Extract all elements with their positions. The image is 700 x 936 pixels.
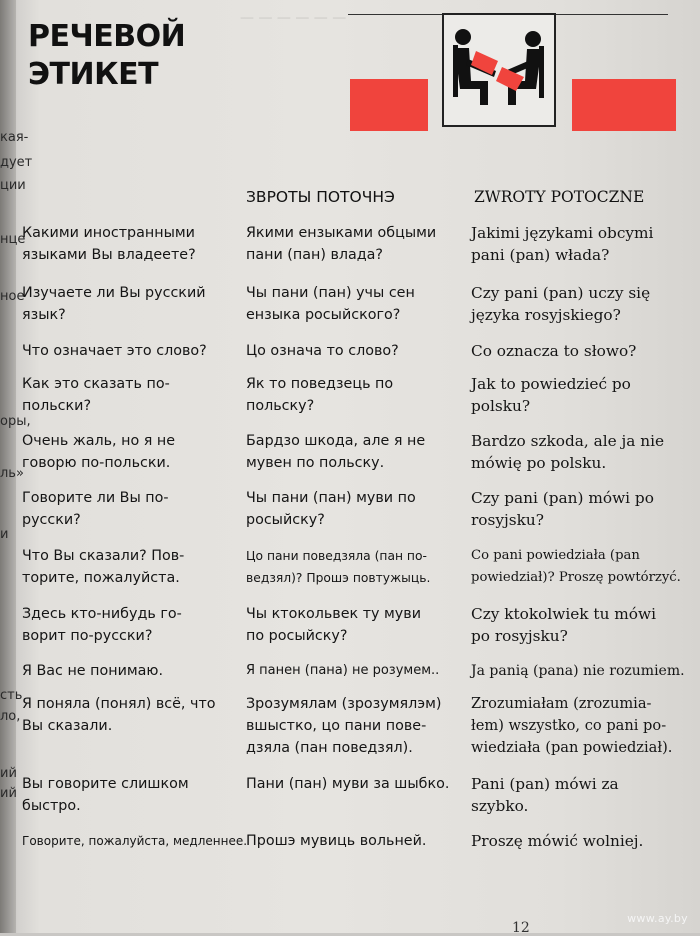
- phrase-line: Зрозумялам (зрозумялэм): [246, 696, 442, 712]
- phrase-line: Какими иностранными: [22, 225, 195, 241]
- phrase-pl: [471, 222, 653, 266]
- phrase-line: Якими ензыками обцыми: [246, 225, 437, 241]
- phrase-line: Говорите, пожалуйста, медленнее.: [22, 834, 248, 848]
- phrase-line: Czy pani (pan) mówi po: [471, 489, 654, 507]
- phrase-pl: [471, 693, 672, 759]
- phrase-line: Zrozumiałam (zrozumia-: [471, 695, 652, 712]
- phrase-ru: [22, 693, 216, 737]
- phrase-line: Jak to powiedzieć po: [471, 375, 631, 393]
- phrase-ru: [22, 487, 169, 531]
- phrase-line: Proszę mówić wolniej.: [471, 832, 644, 850]
- phrase-line: ензыка росыйского?: [246, 307, 401, 323]
- phrase-line: мувен по польску.: [246, 455, 385, 471]
- phrase-line: Очень жаль, но я не: [22, 433, 176, 449]
- phrase-line: Czy ktokolwiek tu mówi: [471, 605, 656, 623]
- phrase-line: Что Вы сказали? Пов-: [22, 548, 185, 564]
- phrase-be: [246, 773, 449, 795]
- phrase-line: Здесь кто-нибудь го-: [22, 606, 182, 622]
- phrase-be: [246, 340, 399, 362]
- two-people-talking-icon: [444, 15, 554, 125]
- phrase-line: быстро.: [22, 798, 81, 814]
- phrase-pl: [471, 373, 631, 417]
- phrase-line: торите, пожалуйста.: [22, 570, 180, 586]
- section-title-line: РЕЧЕВОЙ: [28, 19, 186, 54]
- red-accent-bar-left: [350, 79, 428, 131]
- page-number: 12: [512, 920, 530, 936]
- phrase-pl: [471, 282, 650, 326]
- watermark: www.ay.by: [627, 912, 688, 925]
- phrase-line: Бардзо шкода, але я не: [246, 433, 426, 449]
- phrase-line: Вы сказали.: [22, 718, 113, 734]
- previous-page-fragment: и: [0, 527, 9, 542]
- phrase-line: Я поняла (понял) всё, что: [22, 696, 216, 712]
- phrase-line: дзяла (пан поведзял).: [246, 740, 413, 756]
- phrase-line: Цо пани поведзяла (пан по-: [246, 549, 427, 563]
- phrase-line: pani (pan) włada?: [471, 246, 610, 264]
- phrase-be: [246, 222, 436, 266]
- previous-page-fragment: ное: [0, 289, 25, 304]
- phrase-line: po rosyjsku?: [471, 627, 568, 645]
- phrase-ru: [22, 282, 206, 326]
- red-accent-bar-right: [572, 79, 676, 131]
- phrase-line: mówię po polsku.: [471, 454, 607, 472]
- phrase-ru: [22, 660, 163, 682]
- phrase-line: Изучаете ли Вы русский: [22, 285, 206, 301]
- phrase-be: [246, 282, 415, 326]
- phrase-line: языками Вы владеете?: [22, 247, 196, 263]
- phrase-line: говорю по-польски.: [22, 455, 171, 471]
- phrase-be: [246, 373, 393, 417]
- phrase-be: [246, 693, 441, 759]
- phrase-line: Цо означа то слово?: [246, 343, 399, 359]
- previous-page-fragment: ий: [0, 786, 17, 801]
- phrase-line: polsku?: [471, 397, 531, 415]
- section-title-line: ЭТИКЕТ: [28, 57, 159, 92]
- previous-page-fragment: ции: [0, 178, 26, 193]
- column-header-polish: ZWROTY POTOCZNE: [474, 188, 645, 206]
- phrase-pl: [471, 773, 619, 817]
- phrase-line: вшыстко, цо пани пове-: [246, 718, 427, 734]
- previous-page-fragment: ль»: [0, 466, 24, 481]
- phrase-ru: [22, 830, 247, 852]
- phrase-be: [246, 603, 421, 647]
- phrase-line: Czy pani (pan) uczy się: [471, 284, 651, 302]
- phrase-line: Чы пани (пан) муви по: [246, 490, 416, 506]
- phrase-line: Bardzo szkoda, ale ja nie: [471, 432, 665, 450]
- phrase-line: Ja panią (pana) nie rozumiem.: [471, 663, 685, 679]
- phrase-ru: [22, 373, 170, 417]
- phrase-line: польски?: [22, 398, 92, 414]
- phrase-line: Вы говорите слишком: [22, 776, 189, 792]
- phrase-ru: [22, 340, 207, 362]
- phrase-line: Чы пани (пан) учы сен: [246, 285, 415, 301]
- phrase-ru: [22, 430, 175, 474]
- phrase-line: powiedział)? Proszę powtórzyć.: [471, 570, 681, 585]
- phrase-line: росыйску?: [246, 512, 325, 528]
- phrase-line: Pani (pan) mówi za: [471, 775, 619, 793]
- phrase-be: [246, 830, 426, 852]
- phrase-pl: [471, 545, 681, 589]
- phrase-be: [246, 660, 439, 682]
- phrase-line: szybko.: [471, 797, 529, 815]
- previous-page-fragment: ий: [0, 766, 17, 781]
- phrase-line: rosyjsku?: [471, 511, 544, 529]
- section-title: [28, 18, 185, 94]
- phrase-line: Что означает это слово?: [22, 343, 207, 359]
- previous-page-fragment: оры,: [0, 414, 31, 429]
- column-header-belarusian: ЗВРОТЫ ПОТОЧНЭ: [246, 188, 395, 206]
- phrase-line: Я Вас не понимаю.: [22, 663, 164, 679]
- phrase-line: Jakimi językami obcymi: [471, 224, 654, 242]
- previous-page-fragment: сть: [0, 688, 23, 703]
- previous-page-fragment: дует: [0, 155, 33, 170]
- phrase-pl: [471, 430, 664, 474]
- phrase-line: ведзял)? Прошэ повтужыць.: [246, 571, 431, 585]
- phrase-line: русски?: [22, 512, 81, 528]
- phrase-line: пани (пан) влада?: [246, 247, 384, 263]
- phrase-ru: [22, 773, 189, 817]
- phrase-line: польску?: [246, 398, 315, 414]
- phrase-line: Пани (пан) муви за шыбко.: [246, 776, 450, 792]
- phrase-ru: [22, 222, 196, 266]
- phrase-pl: [471, 487, 654, 531]
- conversation-icon: [442, 13, 556, 127]
- phrase-line: язык?: [22, 307, 66, 323]
- phrase-ru: [22, 603, 182, 647]
- phrase-be: [246, 545, 430, 589]
- phrase-line: Co oznacza to słowo?: [471, 342, 637, 360]
- previous-page-fragment: кая-: [0, 130, 29, 145]
- previous-page-fragment: нце: [0, 232, 26, 247]
- phrase-line: języka rosyjskiego?: [471, 306, 621, 324]
- phrase-ru: [22, 545, 184, 589]
- phrase-be: [246, 487, 416, 531]
- phrase-line: łem) wszystko, co pani po-: [471, 717, 667, 734]
- phrase-line: Прошэ мувиць вольней.: [246, 833, 427, 849]
- phrase-pl: [471, 603, 656, 647]
- phrase-line: ворит по-русски?: [22, 628, 153, 644]
- show-through-text: — — — — — —: [240, 10, 347, 26]
- phrase-line: Я панен (пана) не розумем..: [246, 663, 440, 678]
- phrase-line: Чы ктокольвек ту муви: [246, 606, 421, 622]
- phrase-line: Говорите ли Вы по-: [22, 490, 169, 506]
- phrase-line: Як то поведзець по: [246, 376, 394, 392]
- phrase-be: [246, 430, 425, 474]
- phrase-pl: [471, 830, 643, 852]
- previous-page-fragment: ло,: [0, 709, 21, 724]
- phrase-line: Как это сказать по-: [22, 376, 170, 392]
- phrase-line: wiedziała (pan powiedział).: [471, 739, 673, 756]
- phrase-pl: [471, 340, 636, 362]
- phrase-line: по росыйску?: [246, 628, 348, 644]
- phrase-pl: [471, 660, 685, 682]
- phrase-line: Co pani powiedziała (pan: [471, 548, 640, 563]
